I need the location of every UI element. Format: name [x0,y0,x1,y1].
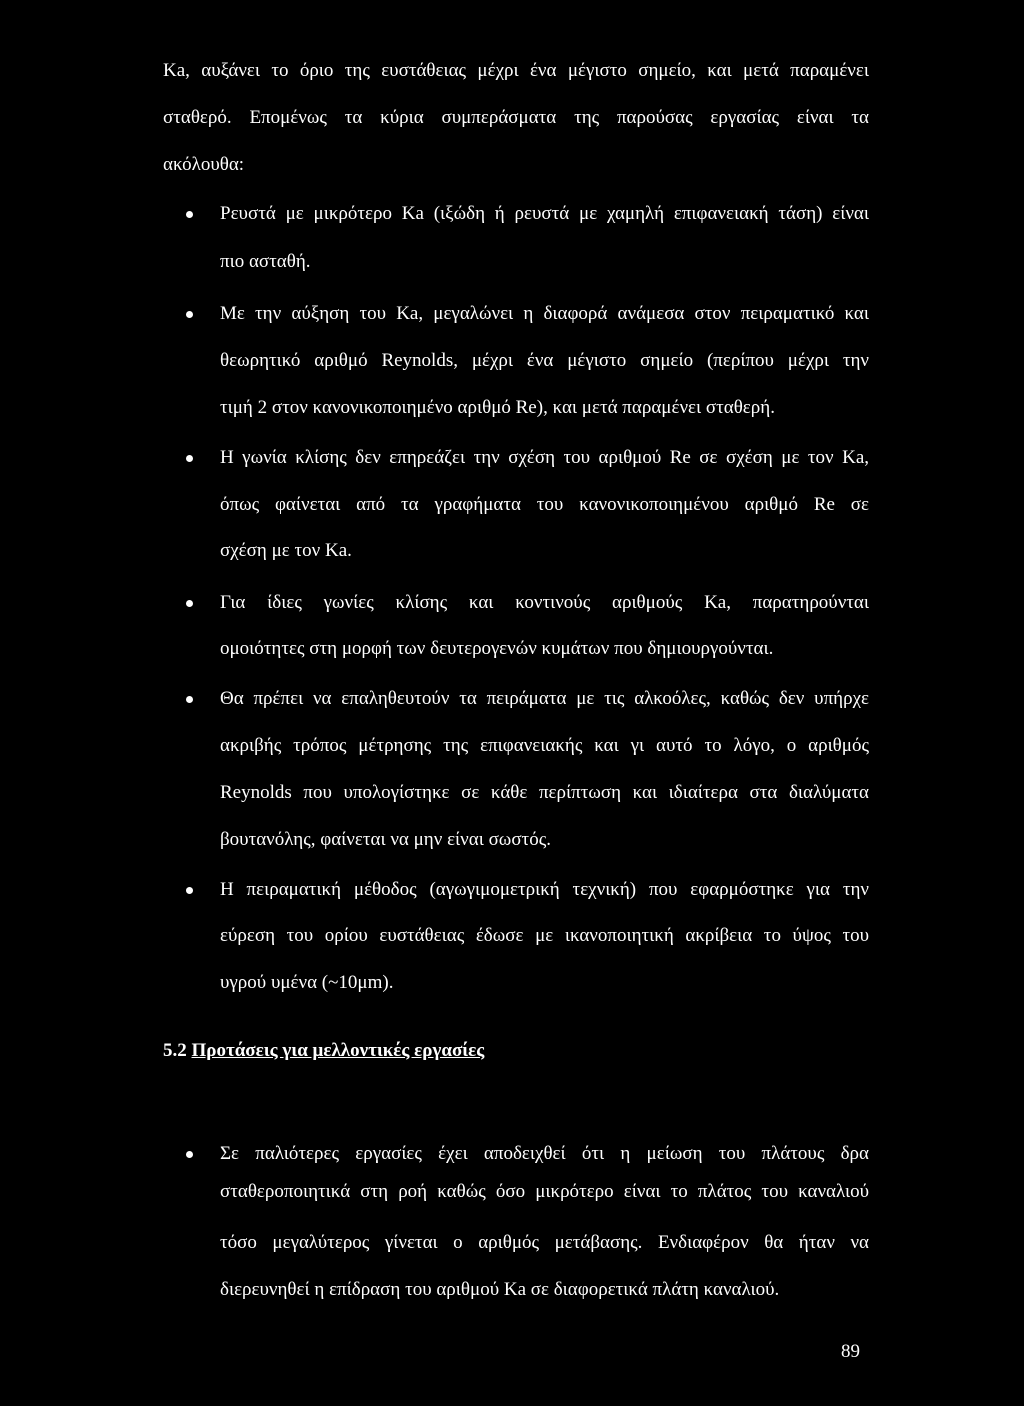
conclusion-2-line-3: τιμή 2 στον κανονικοποιημένο αριθμό Re), και μετά παραμένει σταθερή. [220,397,775,418]
conclusion-1-line-2: πιο ασταθή. [220,251,311,272]
section-number: 5.2 [163,1040,187,1061]
conclusion-2-line-1: Με την αύξηση του Ka, μεγαλώνει η διαφορά ανάμεσα στον πειραματικό και [220,303,869,324]
section-title: Προτάσεις για μελλοντικές εργασίες [191,1040,485,1061]
conclusion-6-line-2: εύρεση του ορίου ευστάθειας έδωσε με ικανοποιητική ακρίβεια το ύψος του [220,925,869,946]
conclusion-1-line-1: Ρευστά με μικρότερο Ka (ιξώδη ή ρευστά με χαμηλή επιφανειακή τάση) είναι [220,203,869,224]
proposal-1-line-1: Σε παλιότερες εργασίες έχει αποδειχθεί ότι η μείωση του πλάτους δρα [220,1143,869,1164]
conclusion-5-line-1: Θα πρέπει να επαληθευτούν τα πειράματα με τις αλκοόλες, καθώς δεν υπήρχε [220,688,869,709]
bullet-icon [186,311,193,318]
conclusion-5-line-4: βουτανόλης, φαίνεται να μην είναι σωστός. [220,829,551,850]
conclusion-3-line-2: όπως φαίνεται από τα γραφήματα του κανονικοποιημένου αριθμό Re σε [220,494,869,515]
proposal-1-line-4: διερευνηθεί η επίδραση του αριθμού Ka σε διαφορετικά πλάτη καναλιού. [220,1279,780,1300]
bullet-icon [186,600,193,607]
conclusion-4-line-2: ομοιότητες στη μορφή των δευτερογενών κυμάτων που δημιουργούνται. [220,638,774,659]
page-number: 89 [841,1341,860,1362]
conclusion-6-line-1: Η πειραματική μέθοδος (αγωγιμομετρική τεχνική) που εφαρμόστηκε για την [220,879,869,900]
intro-line-3: ακόλουθα: [163,154,245,175]
bullet-icon [186,455,193,462]
conclusion-5-line-3: Reynolds που υπολογίστηκε σε κάθε περίπτωση και ιδιαίτερα στα διαλύματα [220,782,869,803]
bullet-icon [186,211,193,218]
conclusion-5-line-2: ακριβής τρόπος μέτρησης της επιφανειακής και γι αυτό το λόγο, ο αριθμός [220,735,869,756]
intro-line-2: σταθερό. Επομένως τα κύρια συμπεράσματα της παρούσας εργασίας είναι τα [163,107,869,128]
proposal-1-line-2: σταθεροποιητικά στη ροή καθώς όσο μικρότερο είναι το πλάτος του καναλιού [220,1181,869,1202]
bullet-icon [186,1151,193,1158]
conclusion-3-line-1: Η γωνία κλίσης δεν επηρεάζει την σχέση του αριθμού Re σε σχέση με τον Ka, [220,447,869,468]
conclusion-6-line-3: υγρού υμένα (~10μm). [220,972,394,993]
proposal-1-line-3: τόσο μεγαλύτερος γίνεται ο αριθμός μετάβασης. Ενδιαφέρον θα ήταν να [220,1232,869,1253]
conclusion-2-line-2: θεωρητικό αριθμό Reynolds, μέχρι ένα μέγιστο σημείο (περίπου μέχρι την [220,350,869,371]
bullet-icon [186,696,193,703]
bullet-icon [186,887,193,894]
conclusion-4-line-1: Για ίδιες γωνίες κλίσης και κοντινούς αριθμούς Ka, παρατηρούνται [220,592,869,613]
intro-line-1: Ka, αυξάνει το όριο της ευστάθειας μέχρι ένα μέγιστο σημείο, και μετά παραμένει [163,60,869,81]
conclusion-3-line-3: σχέση με τον Ka. [220,540,352,561]
section-heading [163,1040,484,1062]
